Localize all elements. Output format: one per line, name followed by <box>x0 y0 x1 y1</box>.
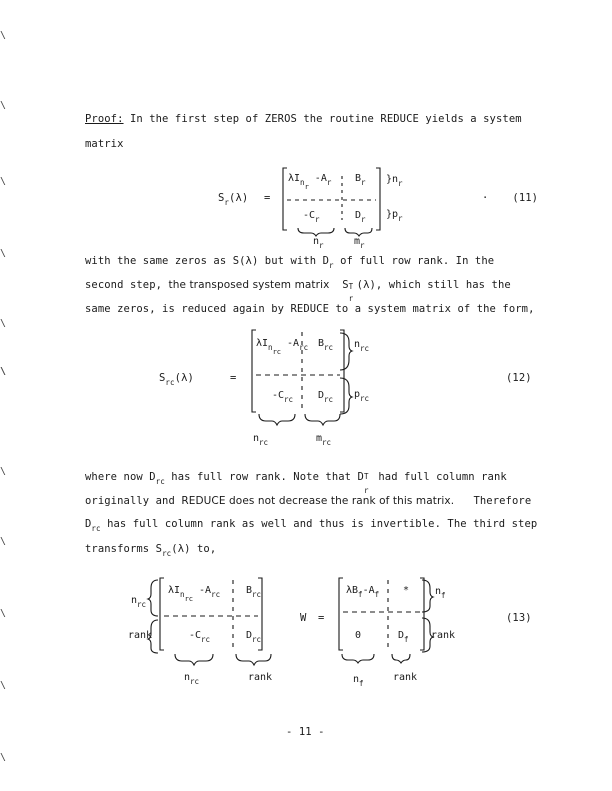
eq12-number: (12) <box>506 372 532 384</box>
eq13-right-col1-brace <box>342 654 374 663</box>
eq13-right-col2-label: rank <box>393 672 418 683</box>
eq12-equals: = <box>230 372 237 384</box>
eq11-col1-dim: $n_r$ <box>313 236 324 250</box>
margin-mark: \ <box>0 752 7 763</box>
eq13-col2-label: rank <box>248 672 273 683</box>
eq12-top-right-block: $B_{rc}$ <box>318 338 334 352</box>
eq12-row2-brace <box>340 378 352 414</box>
eq12-col2-brace <box>305 414 340 425</box>
eq12-bottom-right-block: $D_{rc}$ <box>318 390 334 404</box>
eq11-bottom-right-block: $D_r$ <box>355 210 366 224</box>
eq13-right-bracket-open <box>339 578 343 650</box>
eq12-bottom-left-block: $-C_{rc}$ <box>272 390 294 404</box>
paragraph-3-line-3: $D_{rc}$ has full column rank as well and thus is invertible. The third step <box>85 518 538 533</box>
eq11-bottom-left-block: $-C_r$ <box>303 210 320 224</box>
eq11-row2-dim: }$p_r$ <box>386 209 403 223</box>
eq13-right-bottom-left: 0 <box>355 630 362 641</box>
eq13-bottom-right-block: $D_{rc}$ <box>246 630 262 644</box>
eq13-left-row2-label: rank <box>128 630 153 641</box>
margin-mark: \ <box>0 100 7 111</box>
eq11-top-right-block: $B_r$ <box>355 173 366 187</box>
eq11-row1-dim: }$n_r$ <box>386 174 403 188</box>
eq12-top-left-block: $\lambda I_{nrc}$ $-A_{rc}$ <box>256 338 309 356</box>
eq13-right-bottom-right: $D_f$ <box>398 630 409 644</box>
margin-mark: \ <box>0 536 7 547</box>
eq13-right-col2-brace <box>392 654 410 663</box>
paragraph-1-line-2: matrix <box>85 138 124 150</box>
eq13-col1-label: $n_{rc}$ <box>184 672 200 686</box>
eq13-right-top-left: $\lambda B_f-A_f$ <box>346 585 380 599</box>
eq13-bottom-left-block: $-C_{rc}$ <box>189 630 211 644</box>
eq11-col2-dim: $m_r$ <box>354 236 365 250</box>
eq13-top-right-block: $B_{rc}$ <box>246 585 262 599</box>
eq13-right-bracket-close <box>420 578 424 650</box>
paragraph-2-line-2: second step, the transposed system matrix S T r (λ), which still has the <box>85 279 511 303</box>
eq11-left-bracket <box>283 168 287 230</box>
eq13-right-row1-label: $n_f$ <box>435 586 446 600</box>
margin-mark: \ <box>0 466 7 477</box>
margin-mark: \ <box>0 248 7 259</box>
eq13-row2-brace <box>148 620 158 653</box>
eq11-right-bracket <box>376 168 380 230</box>
eq11-equals: = <box>264 192 271 204</box>
eq13-right-row2-label: rank <box>431 630 456 641</box>
eq12-row2-dim: $p_{rc}$ <box>354 389 370 403</box>
margin-mark: \ <box>0 176 7 187</box>
eq13-equals: = <box>318 612 325 624</box>
eq13-number: (13) <box>506 612 532 624</box>
eq12-col1-dim: $n_{rc}$ <box>253 433 269 447</box>
paragraph-3-line-4: transforms $S_{rc}(\lambda)$ to, <box>85 543 217 558</box>
eq13-w: W <box>300 612 307 624</box>
eq13-left-bracket-open <box>160 578 164 650</box>
paragraph-1-line-1: Proof: In the first step of ZEROS the routine REDUCE yields a system <box>85 113 522 125</box>
paragraph-2-line-1: with the same zeros as S(λ) but with $D_r$ of full row rank. In the <box>85 255 495 270</box>
eq13-left-row1-label: $n_{rc}$ <box>131 595 147 609</box>
eq12-lhs: $S_{rc}(\lambda)$ <box>159 372 194 387</box>
margin-mark: \ <box>0 680 7 691</box>
eq13-row1-brace <box>148 580 158 616</box>
eq11-col2-brace <box>345 228 372 236</box>
eq12-col2-dim: $m_{rc}$ <box>316 433 332 447</box>
eq13-right-top-right: * <box>403 585 410 596</box>
paragraph-2-line-3: same zeros, is reduced again by REDUCE to a system matrix of the form, <box>85 303 535 315</box>
eq11-top-left-block: $\lambda I_{nr}$ $-A_r$ <box>288 173 332 191</box>
eq12-left-bracket <box>252 330 256 412</box>
eq13-col2-brace <box>236 654 271 665</box>
eq12-col1-brace <box>259 414 295 425</box>
eq12-right-bracket <box>340 330 344 412</box>
margin-mark: \ <box>0 30 7 41</box>
eq12-row1-dim: $n_{rc}$ <box>354 339 370 353</box>
page-number: - 11 - <box>286 726 325 738</box>
eq13-left-bracket-close <box>258 578 262 650</box>
eq11-lhs: $S_r(\lambda)$ <box>218 192 249 207</box>
eq13-top-left-block: $\lambda I_{nrc}$ $-A_{rc}$ <box>168 585 221 603</box>
eq12-row1-brace <box>340 333 352 370</box>
eq11-col1-brace <box>298 228 334 236</box>
margin-mark: \ <box>0 318 7 329</box>
proof-label: Proof: <box>85 113 124 125</box>
eq13-right-col1-label: $n_f$ <box>353 674 364 688</box>
eq13-col1-brace <box>175 654 213 665</box>
margin-mark: \ <box>0 366 7 377</box>
margin-mark: \ <box>0 608 7 619</box>
paragraph-3-line-2: originally and REDUCE does not decrease the rank of this matrix. Therefore <box>85 495 532 507</box>
paragraph-3-line-1: where now $D_{rc}$ has full row rank. Note that D T r had full column rank <box>85 471 507 495</box>
eq11-number: · (11) <box>482 192 539 204</box>
